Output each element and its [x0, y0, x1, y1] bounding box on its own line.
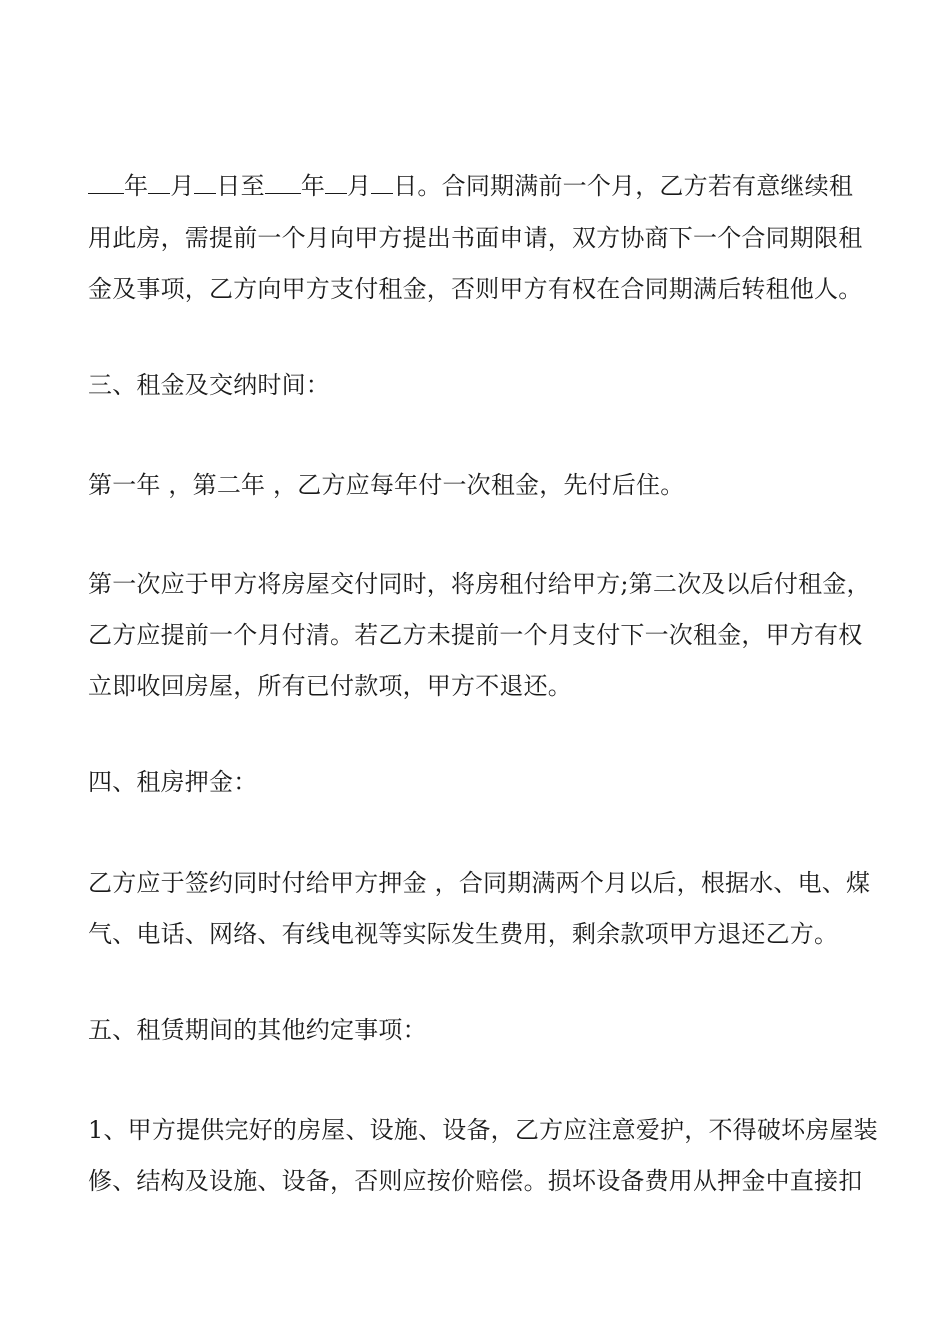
contract-term-line-1: 年 月 日至 年 月 日。合同期满前一个月，乙方若有意继续租 — [88, 170, 868, 202]
day-blank — [371, 171, 393, 194]
other-terms-item-1-line-2: 修、结构及设施、设备，否则应按价赔偿。损坏设备费用从押金中直接扣 — [88, 1167, 863, 1195]
rent-schedule-line: 第一年 ，第二年 ，乙方应每年付一次租金，先付后住。 — [88, 471, 685, 499]
payment-terms-line-1: 第一次应于甲方将房屋交付同时，将房租付给甲方;第二次及以后付租金， — [88, 570, 871, 598]
payment-terms-line-2: 乙方应提前一个月付清。若乙方未提前一个月支付下一次租金，甲方有权 — [88, 621, 863, 649]
year-blank — [265, 171, 301, 194]
payment-terms-line-3: 立即收回房屋，所有已付款项，甲方不退还。 — [88, 672, 572, 700]
day-blank — [194, 171, 216, 194]
contract-term-line-2: 用此房，需提前一个月向甲方提出书面申请，双方协商下一个合同期限租 — [88, 224, 863, 252]
month-blank — [325, 171, 347, 194]
contract-term-line-3: 金及事项，乙方向甲方支付租金，否则甲方有权在合同期满后转租他人。 — [88, 275, 863, 303]
section-heading-rent-payment: 三、租金及交纳时间： — [88, 371, 330, 399]
deposit-terms-line-2: 气、电话、网络、有线电视等实际发生费用，剩余款项甲方退还乙方。 — [88, 920, 839, 948]
section-heading-deposit: 四、租房押金： — [88, 768, 258, 796]
other-terms-item-1-line-1: 1、甲方提供完好的房屋、设施、设备，乙方应注意爱护，不得破坏房屋装 — [88, 1116, 878, 1144]
deposit-terms-line-1: 乙方应于签约同时付给甲方押金 ，合同期满两个月以后，根据水、电、煤 — [88, 869, 871, 897]
section-heading-other-terms: 五、租赁期间的其他约定事项： — [88, 1016, 427, 1044]
month-blank — [148, 171, 170, 194]
year-blank — [88, 171, 124, 194]
